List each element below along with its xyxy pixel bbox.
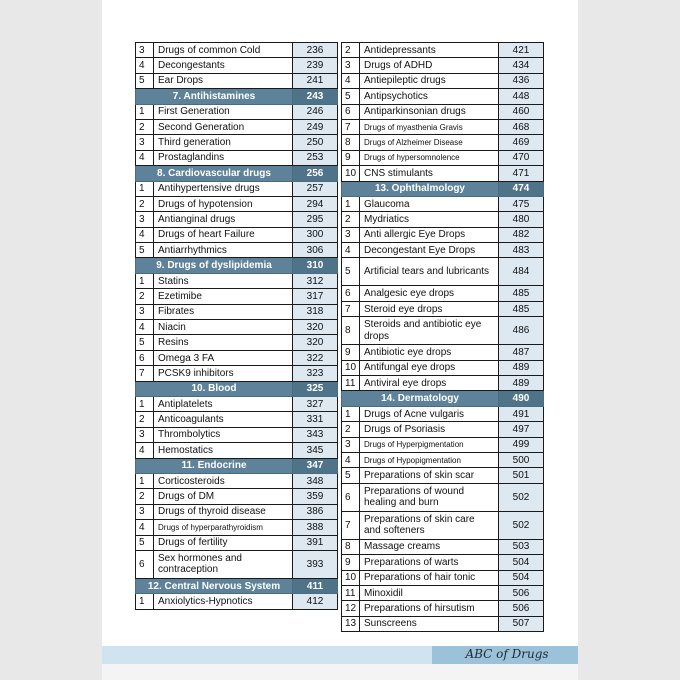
- toc-section-header: [342, 181, 544, 196]
- toc-row: [136, 396, 338, 411]
- row-title: Mydriatics: [360, 212, 499, 227]
- toc-row: [342, 317, 544, 345]
- row-page-number: 507: [499, 616, 544, 631]
- row-title: Massage creams: [360, 539, 499, 554]
- row-number: 10: [342, 166, 360, 181]
- toc-row: [136, 273, 338, 288]
- row-title: Drugs of heart Failure: [154, 227, 293, 242]
- row-title: Drugs of fertility: [154, 535, 293, 550]
- row-number: 3: [136, 43, 154, 58]
- row-page-number: 331: [293, 412, 338, 427]
- toc-row: [342, 555, 544, 570]
- row-number: 3: [136, 135, 154, 150]
- row-number: 1: [136, 594, 154, 609]
- row-page-number: 506: [499, 601, 544, 616]
- section-page-number: 347: [293, 458, 338, 473]
- toc-row: [342, 135, 544, 150]
- row-number: 2: [342, 43, 360, 58]
- row-title: Statins: [154, 273, 293, 288]
- toc-row: [342, 258, 544, 286]
- footer-shadow: [102, 664, 578, 680]
- row-title: Antihypertensive drugs: [154, 181, 293, 196]
- toc-row: [342, 437, 544, 452]
- section-title: 12. Central Nervous System: [136, 578, 293, 593]
- row-page-number: 421: [499, 43, 544, 58]
- row-title: Preparations of skin scar: [360, 468, 499, 483]
- row-number: 8: [342, 539, 360, 554]
- row-title: Antiviral eye drops: [360, 376, 499, 391]
- row-number: 1: [136, 181, 154, 196]
- row-title: Antiepileptic drugs: [360, 73, 499, 88]
- row-page-number: 393: [293, 550, 338, 578]
- row-number: 5: [342, 468, 360, 483]
- row-page-number: 294: [293, 196, 338, 211]
- section-title: 13. Ophthalmology: [342, 181, 499, 196]
- toc-row: [136, 550, 338, 578]
- toc-row: [342, 104, 544, 119]
- toc-table-left: [135, 42, 338, 610]
- row-number: 6: [342, 104, 360, 119]
- row-number: 5: [136, 535, 154, 550]
- row-title: Second Generation: [154, 119, 293, 134]
- row-page-number: 300: [293, 227, 338, 242]
- toc-row: [342, 585, 544, 600]
- row-number: 2: [136, 412, 154, 427]
- row-page-number: 482: [499, 227, 544, 242]
- row-title: Preparations of wound healing and burn: [360, 483, 499, 511]
- row-title: Glaucoma: [360, 196, 499, 211]
- row-title: Resins: [154, 335, 293, 350]
- row-page-number: 327: [293, 396, 338, 411]
- row-page-number: 448: [499, 89, 544, 104]
- row-number: 4: [136, 520, 154, 535]
- row-title: Third generation: [154, 135, 293, 150]
- row-page-number: 475: [499, 196, 544, 211]
- row-title: Anxiolytics-Hypnotics: [154, 594, 293, 609]
- row-number: 4: [136, 443, 154, 458]
- row-page-number: 236: [293, 43, 338, 58]
- row-page-number: 249: [293, 119, 338, 134]
- toc-row: [136, 520, 338, 535]
- row-number: 2: [136, 289, 154, 304]
- row-title: Niacin: [154, 320, 293, 335]
- row-number: 3: [342, 227, 360, 242]
- row-number: 6: [342, 483, 360, 511]
- toc-row: [136, 243, 338, 258]
- row-page-number: 391: [293, 535, 338, 550]
- row-number: 12: [342, 601, 360, 616]
- section-page-number: 243: [293, 89, 338, 104]
- row-number: 8: [342, 317, 360, 345]
- row-number: 3: [342, 437, 360, 452]
- row-title: Sex hormones and contraception: [154, 550, 293, 578]
- row-number: 2: [136, 119, 154, 134]
- row-page-number: 312: [293, 273, 338, 288]
- row-title: Antiarrhythmics: [154, 243, 293, 258]
- toc-row: [136, 135, 338, 150]
- row-number: 1: [136, 104, 154, 119]
- row-number: 1: [342, 196, 360, 211]
- toc-row: [136, 535, 338, 550]
- row-page-number: 246: [293, 104, 338, 119]
- row-page-number: 386: [293, 504, 338, 519]
- row-title: Antiparkinsonian drugs: [360, 104, 499, 119]
- row-page-number: 471: [499, 166, 544, 181]
- row-number: 3: [136, 427, 154, 442]
- toc-row: [342, 406, 544, 421]
- row-number: 2: [136, 489, 154, 504]
- row-title: Drugs of myasthenia Gravis: [360, 119, 499, 134]
- row-number: 1: [136, 473, 154, 488]
- row-number: 2: [342, 212, 360, 227]
- row-page-number: 499: [499, 437, 544, 452]
- row-page-number: 504: [499, 555, 544, 570]
- row-number: 3: [136, 304, 154, 319]
- row-page-number: 320: [293, 320, 338, 335]
- toc-row: [136, 73, 338, 88]
- row-page-number: 239: [293, 58, 338, 73]
- row-title: Minoxidil: [360, 585, 499, 600]
- row-page-number: 388: [293, 520, 338, 535]
- section-page-number: 256: [293, 166, 338, 181]
- toc-row: [342, 376, 544, 391]
- row-title: Drugs of hypersomnolence: [360, 150, 499, 165]
- toc-row: [342, 301, 544, 316]
- toc-row: [136, 427, 338, 442]
- toc-table-right-body: [342, 43, 544, 632]
- toc-row: [342, 58, 544, 73]
- row-number: 3: [136, 212, 154, 227]
- row-page-number: 470: [499, 150, 544, 165]
- toc-row: [342, 286, 544, 301]
- row-title: Preparations of skin care and softeners: [360, 511, 499, 539]
- toc-row: [342, 345, 544, 360]
- row-title: PCSK9 inhibitors: [154, 366, 293, 381]
- toc-row: [136, 304, 338, 319]
- toc-row: [136, 58, 338, 73]
- row-number: 5: [136, 243, 154, 258]
- row-number: 3: [342, 58, 360, 73]
- toc-row: [136, 119, 338, 134]
- row-title: Drugs of ADHD: [360, 58, 499, 73]
- row-page-number: 436: [499, 73, 544, 88]
- row-page-number: 322: [293, 350, 338, 365]
- section-title: 11. Endocrine: [136, 458, 293, 473]
- row-page-number: 323: [293, 366, 338, 381]
- row-page-number: 500: [499, 452, 544, 467]
- row-page-number: 306: [293, 243, 338, 258]
- row-title: Hemostatics: [154, 443, 293, 458]
- toc-row: [342, 227, 544, 242]
- toc-row: [342, 570, 544, 585]
- row-number: 7: [342, 301, 360, 316]
- toc-row: [136, 150, 338, 165]
- row-page-number: 359: [293, 489, 338, 504]
- row-number: 4: [136, 227, 154, 242]
- row-title: Steroids and antibiotic eye drops: [360, 317, 499, 345]
- row-title: Drugs of Psoriasis: [360, 422, 499, 437]
- toc-row: [342, 539, 544, 554]
- section-title: 9. Drugs of dyslipidemia: [136, 258, 293, 273]
- row-title: Ezetimibe: [154, 289, 293, 304]
- toc-section-header: [342, 391, 544, 406]
- row-number: 11: [342, 376, 360, 391]
- row-number: 9: [342, 150, 360, 165]
- row-number: 9: [342, 345, 360, 360]
- row-number: 6: [136, 350, 154, 365]
- row-title: Antidepressants: [360, 43, 499, 58]
- row-title: Corticosteroids: [154, 473, 293, 488]
- row-number: 8: [342, 135, 360, 150]
- row-number: 4: [342, 452, 360, 467]
- row-title: Prostaglandins: [154, 150, 293, 165]
- section-title: 8. Cardiovascular drugs: [136, 166, 293, 181]
- row-title: Thrombolytics: [154, 427, 293, 442]
- row-page-number: 460: [499, 104, 544, 119]
- row-number: 13: [342, 616, 360, 631]
- row-title: Fibrates: [154, 304, 293, 319]
- toc-row: [342, 601, 544, 616]
- footer-book-title: ABC of Drugs: [465, 647, 549, 661]
- section-page-number: 325: [293, 381, 338, 396]
- row-page-number: 503: [499, 539, 544, 554]
- row-page-number: 502: [499, 511, 544, 539]
- section-title: 7. Antihistamines: [136, 89, 293, 104]
- toc-row: [136, 443, 338, 458]
- row-title: Drugs of Hypopigmentation: [360, 452, 499, 467]
- section-page-number: 474: [499, 181, 544, 196]
- row-page-number: 253: [293, 150, 338, 165]
- row-page-number: 484: [499, 258, 544, 286]
- row-number: 3: [136, 504, 154, 519]
- toc-row: [136, 473, 338, 488]
- toc-section-header: [136, 166, 338, 181]
- row-number: 4: [342, 243, 360, 258]
- toc-row: [342, 212, 544, 227]
- row-title: Drugs of Hyperpigmentation: [360, 437, 499, 452]
- toc-section-header: [136, 578, 338, 593]
- row-title: Drugs of common Cold: [154, 43, 293, 58]
- toc-row: [342, 360, 544, 375]
- row-number: 11: [342, 585, 360, 600]
- row-number: 5: [136, 73, 154, 88]
- row-page-number: 343: [293, 427, 338, 442]
- toc-row: [342, 511, 544, 539]
- toc-row: [342, 452, 544, 467]
- toc-row: [136, 504, 338, 519]
- toc-section-header: [136, 458, 338, 473]
- row-title: Antibiotic eye drops: [360, 345, 499, 360]
- row-page-number: 317: [293, 289, 338, 304]
- toc-row: [136, 196, 338, 211]
- toc-row: [136, 289, 338, 304]
- toc-row: [342, 483, 544, 511]
- row-page-number: 497: [499, 422, 544, 437]
- row-title: Artificial tears and lubricants: [360, 258, 499, 286]
- row-page-number: 257: [293, 181, 338, 196]
- row-title: Analgesic eye drops: [360, 286, 499, 301]
- toc-row: [342, 616, 544, 631]
- toc-row: [342, 468, 544, 483]
- toc-row: [136, 181, 338, 196]
- section-page-number: 490: [499, 391, 544, 406]
- toc-row: [136, 350, 338, 365]
- row-number: 7: [342, 511, 360, 539]
- row-number: 1: [136, 273, 154, 288]
- row-page-number: 320: [293, 335, 338, 350]
- row-page-number: 489: [499, 360, 544, 375]
- row-title: CNS stimulants: [360, 166, 499, 181]
- toc-row: [136, 366, 338, 381]
- row-number: 5: [342, 89, 360, 104]
- row-number: 6: [342, 286, 360, 301]
- row-title: Drugs of thyroid disease: [154, 504, 293, 519]
- toc-row: [136, 104, 338, 119]
- row-number: 5: [136, 335, 154, 350]
- section-title: 14. Dermatology: [342, 391, 499, 406]
- row-page-number: 501: [499, 468, 544, 483]
- toc-row: [342, 166, 544, 181]
- row-page-number: 491: [499, 406, 544, 421]
- row-page-number: 502: [499, 483, 544, 511]
- toc-row: [342, 89, 544, 104]
- row-number: 4: [136, 150, 154, 165]
- row-number: 7: [342, 119, 360, 134]
- row-page-number: 412: [293, 594, 338, 609]
- row-title: Preparations of warts: [360, 555, 499, 570]
- row-page-number: 483: [499, 243, 544, 258]
- row-page-number: 486: [499, 317, 544, 345]
- row-title: Anti allergic Eye Drops: [360, 227, 499, 242]
- row-number: 6: [136, 550, 154, 578]
- row-page-number: 504: [499, 570, 544, 585]
- row-page-number: 469: [499, 135, 544, 150]
- row-page-number: 487: [499, 345, 544, 360]
- toc-row: [136, 412, 338, 427]
- row-number: 4: [136, 58, 154, 73]
- row-title: Drugs of Alzheimer Disease: [360, 135, 499, 150]
- row-page-number: 506: [499, 585, 544, 600]
- toc-row: [136, 212, 338, 227]
- row-number: 7: [136, 366, 154, 381]
- row-page-number: 250: [293, 135, 338, 150]
- row-title: Drugs of hypotension: [154, 196, 293, 211]
- toc-row: [342, 150, 544, 165]
- row-number: 10: [342, 360, 360, 375]
- toc-section-header: [136, 89, 338, 104]
- row-page-number: 345: [293, 443, 338, 458]
- row-title: Antiplatelets: [154, 396, 293, 411]
- row-title: Ear Drops: [154, 73, 293, 88]
- section-title: 10. Blood: [136, 381, 293, 396]
- section-page-number: 411: [293, 578, 338, 593]
- row-page-number: 295: [293, 212, 338, 227]
- row-page-number: 318: [293, 304, 338, 319]
- toc-row: [136, 227, 338, 242]
- toc-row: [342, 243, 544, 258]
- row-page-number: 480: [499, 212, 544, 227]
- row-title: Drugs of hyperparathyroidism: [154, 520, 293, 535]
- toc-row: [136, 594, 338, 609]
- toc-table-left-body: [136, 43, 338, 610]
- toc-row: [136, 489, 338, 504]
- row-title: Antipsychotics: [360, 89, 499, 104]
- row-title: Drugs of DM: [154, 489, 293, 504]
- toc-row: [342, 196, 544, 211]
- row-number: 10: [342, 570, 360, 585]
- row-title: Anticoagulants: [154, 412, 293, 427]
- toc-row: [136, 320, 338, 335]
- row-title: Drugs of Acne vulgaris: [360, 406, 499, 421]
- toc-row: [342, 43, 544, 58]
- row-number: 2: [342, 422, 360, 437]
- row-number: 4: [342, 73, 360, 88]
- row-page-number: 468: [499, 119, 544, 134]
- section-page-number: 310: [293, 258, 338, 273]
- row-title: Preparations of hair tonic: [360, 570, 499, 585]
- row-number: 2: [136, 196, 154, 211]
- row-number: 4: [136, 320, 154, 335]
- row-page-number: 485: [499, 286, 544, 301]
- row-page-number: 489: [499, 376, 544, 391]
- row-title: Preparations of hirsutism: [360, 601, 499, 616]
- row-number: 9: [342, 555, 360, 570]
- row-page-number: 485: [499, 301, 544, 316]
- row-title: Decongestants: [154, 58, 293, 73]
- row-title: Antianginal drugs: [154, 212, 293, 227]
- row-page-number: 348: [293, 473, 338, 488]
- toc-row: [136, 43, 338, 58]
- toc-row: [342, 422, 544, 437]
- row-page-number: 434: [499, 58, 544, 73]
- row-title: Steroid eye drops: [360, 301, 499, 316]
- row-number: 5: [342, 258, 360, 286]
- row-title: First Generation: [154, 104, 293, 119]
- toc-section-header: [136, 258, 338, 273]
- row-title: Antifungal eye drops: [360, 360, 499, 375]
- row-title: Decongestant Eye Drops: [360, 243, 499, 258]
- row-title: Omega 3 FA: [154, 350, 293, 365]
- toc-row: [136, 335, 338, 350]
- row-number: 1: [342, 406, 360, 421]
- row-page-number: 241: [293, 73, 338, 88]
- toc-section-header: [136, 381, 338, 396]
- row-number: 1: [136, 396, 154, 411]
- toc-row: [342, 119, 544, 134]
- toc-row: [342, 73, 544, 88]
- row-title: Sunscreens: [360, 616, 499, 631]
- toc-table-right: [341, 42, 544, 632]
